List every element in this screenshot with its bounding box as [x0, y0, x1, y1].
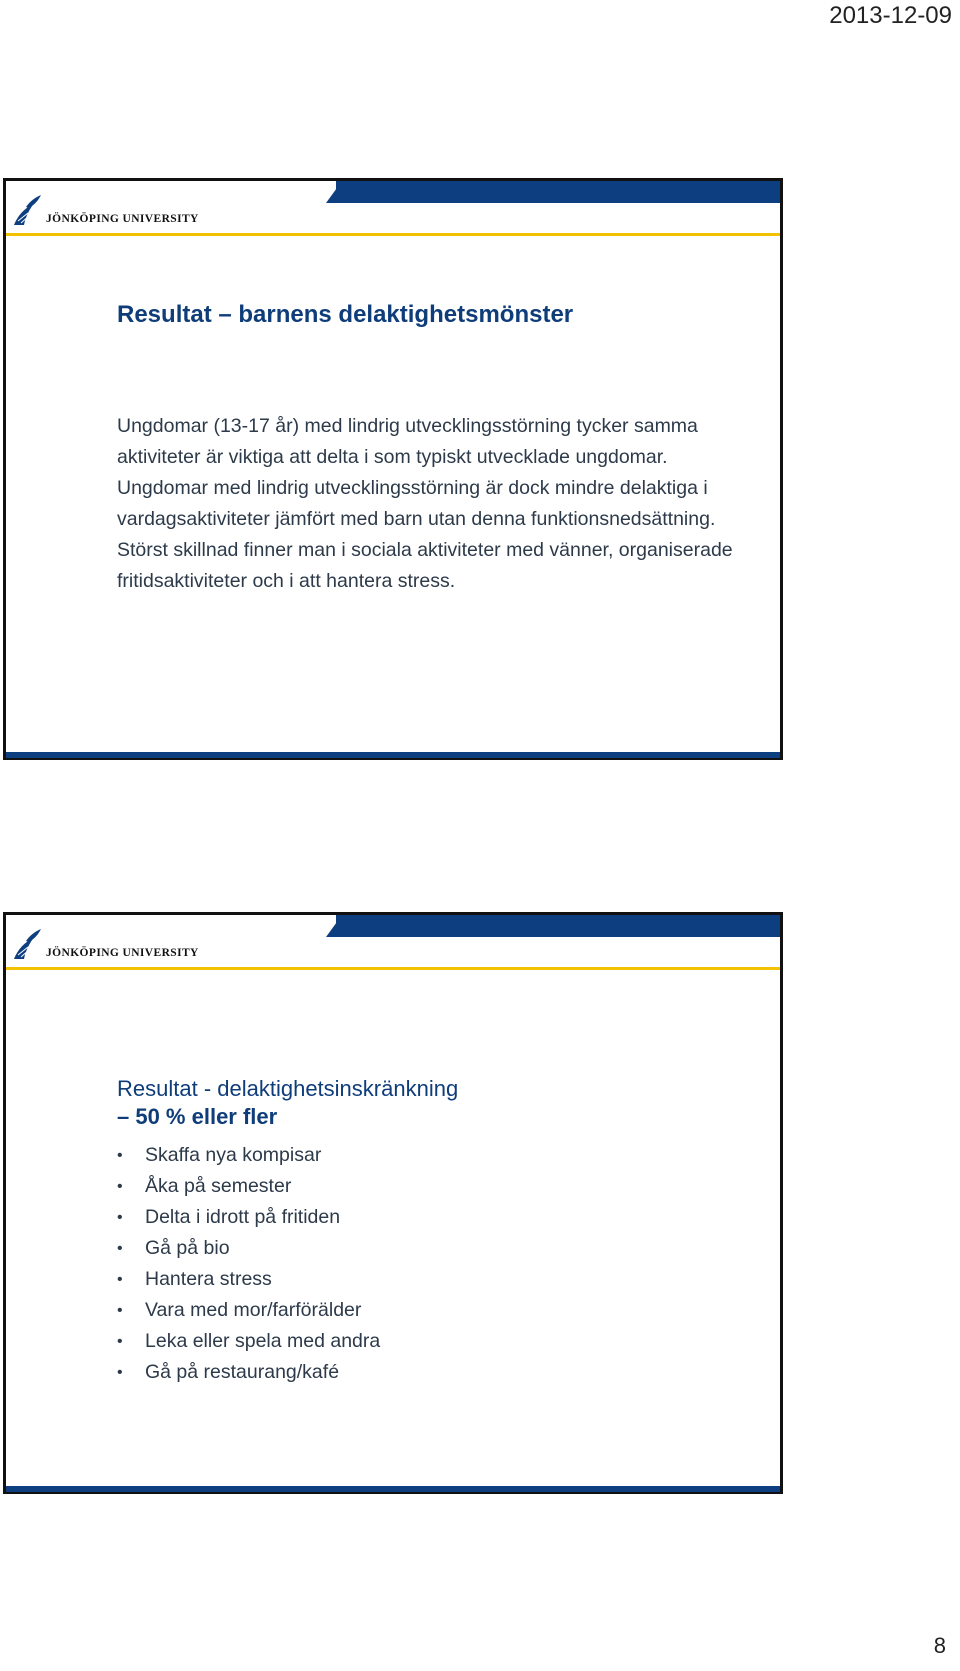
list-item-text: Åka på semester: [145, 1175, 292, 1197]
header-bar: [336, 915, 780, 937]
list-item-text: Skaffa nya kompisar: [145, 1144, 322, 1166]
bullet-icon: •: [117, 1271, 123, 1288]
slide-body-text: Ungdomar (13-17 år) med lindrig utvecklingsstörning tycker samma aktiviteter är viktiga att delta i som typiskt utvecklade ungdomar. Ungdomar med lindrig utvecklingsstörning är dock mindre delaktiga i vardagsaktiviteter jämfört med barn utan denna funktionsnedsättning. Störst skillnad finner man i sociala aktiviteter med vänner, organiserade fritidsaktiviteter och i att hantera stress.: [117, 415, 733, 592]
header-divider: [6, 967, 780, 970]
header-bar: [336, 181, 780, 203]
list-item: [117, 1357, 380, 1388]
list-item: [117, 1295, 380, 1326]
list-item-text: Delta i idrott på fritiden: [145, 1206, 341, 1228]
list-item-text: Gå på bio: [145, 1237, 230, 1259]
header-divider: [6, 233, 780, 236]
university-logo: [12, 927, 199, 961]
list-item-text: Vara med mor/farförälder: [145, 1299, 362, 1321]
page-number: 8: [933, 1633, 946, 1658]
page-date: 2013-12-09: [829, 2, 952, 29]
university-bird-logo-icon: [12, 927, 42, 961]
list-item: [117, 1233, 380, 1264]
list-item: [117, 1264, 380, 1295]
slide-2: [3, 912, 783, 1494]
footer-bar: [6, 1486, 780, 1494]
bullet-icon: •: [117, 1333, 123, 1350]
slide-title: [117, 1075, 458, 1131]
footer-bar: [6, 752, 780, 760]
list-item: [117, 1202, 380, 1233]
bullet-icon: •: [117, 1240, 123, 1257]
slide-title-line-2: – 50 % eller fler: [117, 1104, 278, 1129]
university-logo: [12, 193, 199, 227]
bullet-list: [117, 1140, 380, 1388]
logo-text: JÖNKÖPING UNIVERSITY: [46, 213, 199, 225]
bullet-icon: •: [117, 1178, 123, 1195]
slide-title: Resultat – barnens delaktighetsmönster: [117, 301, 574, 328]
slide-1: [3, 178, 783, 760]
list-item-text: Leka eller spela med andra: [145, 1330, 381, 1352]
bullet-icon: •: [117, 1302, 123, 1319]
bullet-icon: •: [117, 1209, 123, 1226]
list-item-text: Hantera stress: [145, 1268, 272, 1290]
bullet-icon: •: [117, 1364, 123, 1381]
list-item-text: Gå på restaurang/kafé: [145, 1361, 340, 1383]
logo-text: JÖNKÖPING UNIVERSITY: [46, 947, 199, 959]
university-bird-logo-icon: [12, 193, 42, 227]
list-item: [117, 1140, 380, 1171]
slide-title-line-1: Resultat - delaktighetsinskränkning: [117, 1076, 459, 1101]
list-item: [117, 1326, 380, 1357]
bullet-icon: •: [117, 1147, 123, 1164]
list-item: [117, 1171, 380, 1202]
